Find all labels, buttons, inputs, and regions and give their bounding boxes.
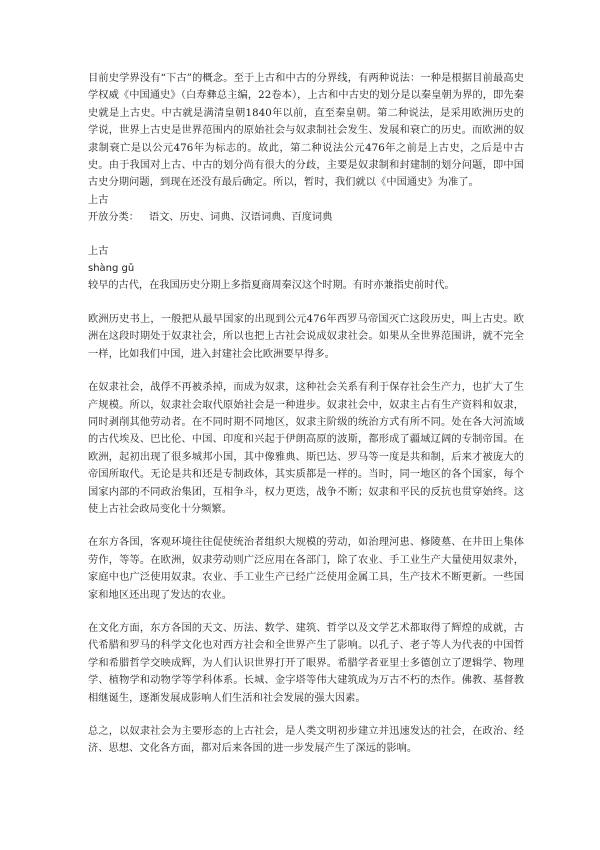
- spacer: [88, 227, 524, 243]
- section-paragraph: 在东方各国，客观环境往往促使统治者组织大规模的劳动，如治理河患、修陵墓、在井田上集体劳作，等等。在欧洲，奴隶劳动则广泛应用在各部门，除了农业、手工业生产大量使用奴隶外，家庭中也广泛使用奴隶。农业、手工业生产已经广泛使用金属工具，生产技术不断更新。一些国家和地区还出现了发达的农业。: [88, 537, 524, 601]
- entry-title: 上古: [88, 194, 109, 206]
- categories-label: 开放分类：: [88, 212, 139, 224]
- categories-items[interactable]: 语文、历史、词典、汉语词典、百度词典: [148, 212, 333, 224]
- spacer: [88, 518, 524, 534]
- open-categories: [88, 209, 524, 226]
- spacer: [88, 295, 524, 311]
- section-paragraph: 在文化方面，东方各国的天文、历法、数学、建筑、哲学以及文学艺术都取得了辉煌的成就，古代希腊和罗马的科学文化也对西方社会和全世界产生了影响。以孔子、老子等人为代表的中国哲学和希腊哲学交映成辉，为人们认识世界打开了眼界。希腊学者亚里士多德创立了逻辑学、物理学、植物学和动物学等学科体系。长城、金字塔等伟大建筑成为万古不朽的杰作。佛教、基督教相继诞生，逐渐发展成影响人们生活和社会发展的强大因素。: [88, 622, 524, 704]
- intro-paragraph: 目前史学界没有“下古”的概念。至于上古和中古的分界线，有两种说法：一种是根据目前最高史学权威《中国通史》（白寿彝总主编，22卷本），上古和中古史的划分是以秦皇朝为界的，即先秦史就是上古史。中古就是满清皇朝1840年以前，直至秦皇朝。第二种说法，是采用欧洲历史的学说，世界上古史是世界范围内的原始社会与奴隶制社会发生、发展和衰亡的历史。而欧洲的奴隶制衰亡是以公元476年为标志的。故此，第二种说法公元476年之前是上古史，之后是中古史。由于我国对上古、中古的划分尚有很大的分歧，主要是奴隶制和封建制的划分问题，即中国古史分期问题，到现在还没有最后确定。所以，暂时，我们就以《中国通史》为准了。: [88, 73, 524, 189]
- spacer: [88, 707, 524, 723]
- headword-pinyin: shàng gǔ: [88, 263, 135, 275]
- section-paragraph: 总之，以奴隶社会为主要形态的上古社会，是人类文明初步建立并迅速发达的社会，在政治、经济、思想、文化各方面，都对后来各国的进一步发展产生了深远的影响。: [88, 726, 524, 755]
- section-paragraph: 欧洲历史书上，一般把从最早国家的出现到公元476年西罗马帝国灭亡这段历史，叫上古史。欧洲在这段时期处于奴隶社会，所以也把上古社会说成奴隶社会。如果从全世界范围讲，就不完全一样，比如我们中国，进入封建社会比欧洲要早得多。: [88, 313, 524, 360]
- spacer: [88, 604, 524, 620]
- spacer: [88, 363, 524, 379]
- headword-term: 上古: [88, 245, 109, 257]
- headword-definition: 较早的古代，在我国历史分期上多指夏商周秦汉这个时期。有时亦兼指史前时代。: [88, 280, 455, 292]
- document-page: [88, 70, 524, 758]
- section-paragraph: 在奴隶社会，战俘不再被杀掉，而成为奴隶，这种社会关系有利于保存社会生产力，也扩大了生产规模。所以，奴隶社会取代原始社会是一种进步。奴隶社会中，奴隶主占有生产资料和奴隶，同时剥削其他劳动者。在不同时期不同地区，奴隶主阶级的统治方式有所不同。处在各大河流域的古代埃及、巴比伦、中国、印度和兴起于伊朗高原的波斯，都形成了疆域辽阔的专制帝国。在欧洲，起初出现了很多城邦小国，其中像雅典、斯巴达、罗马等一度是共和制，后来才被庞大的帝国所取代。无论是共和还是专制政体，其实质都是一样的。当时，同一地区的各个国家，每个国家内部的不同政治集团，互相争斗，权力更迭，战争不断；奴隶和平民的反抗也贯穿始终。这使上古社会政局变化十分频繁。: [88, 382, 524, 515]
